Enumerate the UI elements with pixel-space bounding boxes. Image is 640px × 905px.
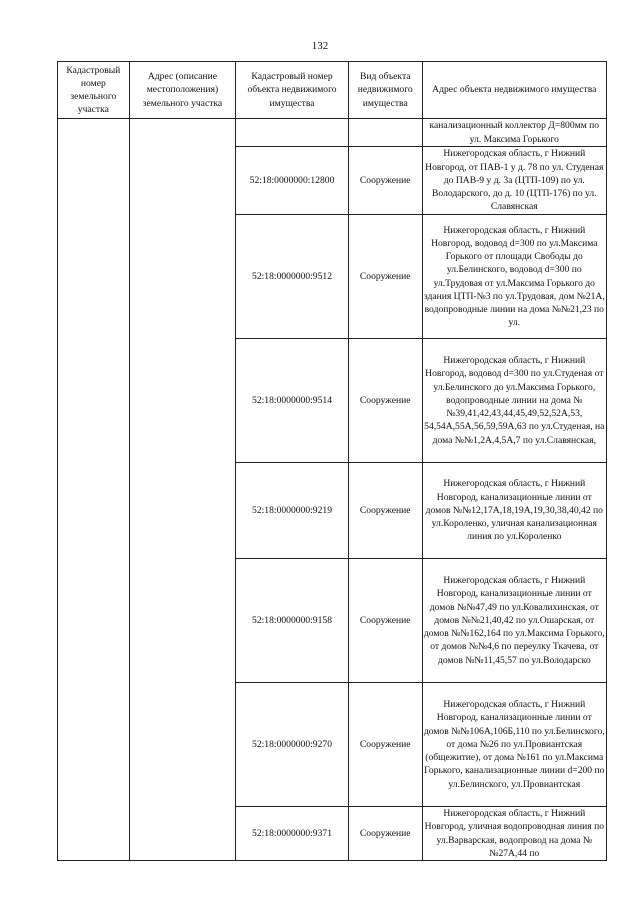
object-kind: Сооружение <box>348 463 422 559</box>
object-kind: Сооружение <box>348 807 422 861</box>
object-cadastral-number: 52:18:0000000:9270 <box>236 683 349 807</box>
land-cadastral-number-cell <box>58 119 130 861</box>
object-address: Нижегородская область, г Нижний Новгород, водовод d=300 по ул.Студеная от ул.Белинского до ул.Максима Горького, водопроводные линии на дома №№39,41,42,43,44,45,49,52,52А,53, 54,54А,55А,56,59,59А,63 по ул.Студеная, на дома №№1,2А,4,5А,7 по ул.Славянская, <box>422 339 606 463</box>
header-object-kind: Вид объекта недвижимого имущества <box>348 62 422 119</box>
header-land-address: Адрес (описание местоположения) земельного участка <box>129 62 236 119</box>
object-kind: Сооружение <box>348 215 422 339</box>
header-object-cadastral-number: Кадастровый номер объекта недвижимого имущества <box>236 62 349 119</box>
object-address: Нижегородская область, г Нижний Новгород, от ПАВ-1 у д. 78 по ул. Студеная до ПАВ-9 у д. 3а (ЦТП-109) по ул. Володарского, до д. 10 (ЦТП-176) по ул. Славянская <box>422 147 606 215</box>
table-header-row <box>58 62 607 119</box>
object-address: канализационный коллектор Д=800мм по ул. Максима Горького <box>422 119 606 147</box>
object-kind: Сооружение <box>348 559 422 683</box>
object-kind: Сооружение <box>348 147 422 215</box>
header-land-cadastral-number: Кадастровый номер земельного участка <box>58 62 130 119</box>
table-row <box>58 119 607 147</box>
object-cadastral-number: 52:18:0000000:9219 <box>236 463 349 559</box>
land-address-cell <box>129 119 236 861</box>
object-address: Нижегородская область, г Нижний Новгород, уличная водопроводная линия по ул.Варварская, водопровод на дома №№27А,44 по <box>422 807 606 861</box>
object-cadastral-number: 52:18:0000000:9514 <box>236 339 349 463</box>
object-kind <box>348 119 422 147</box>
object-cadastral-number: 52:18:0000000:9158 <box>236 559 349 683</box>
object-kind: Сооружение <box>348 683 422 807</box>
page-number: 132 <box>311 40 329 52</box>
object-cadastral-number: 52:18:0000000:12800 <box>236 147 349 215</box>
object-address: Нижегородская область, г Нижний Новгород, канализационные линии от домов №№106А,106Б,110 по ул.Белинского, от дома №26 по ул.Провиантская (общежитие), от дома №161 по ул.Максима Горького, канализационные линии d=200 по ул.Белинского, ул.Провиантская <box>422 683 606 807</box>
object-cadastral-number: 52:18:0000000:9512 <box>236 215 349 339</box>
object-cadastral-number: 52:18:0000000:9371 <box>236 807 349 861</box>
object-cadastral-number <box>236 119 349 147</box>
object-address: Нижегородская область, г Нижний Новгород, водовод d=300 по ул.Максима Горького от площади Свободы до ул.Белинского, водовод d=300 по ул.Трудовая от ул.Максима Горького до здания ЦТП-№3 по ул.Трудовая, дом №21А, водопроводные линии на дома №№21,23 по ул. <box>422 215 606 339</box>
object-address: Нижегородская область, г Нижний Новгород, канализационные линии от домов №№47,49 по ул.Ковалихинская, от домов №№21,40,42 по ул.Ошарская, от домов №№162,164 по ул.Максима Горького, от домов №№4,6 по переулку Ткачева, от домов №№11,45,57 по ул.Володарско <box>422 559 606 683</box>
cadastral-table <box>57 61 607 861</box>
object-kind: Сооружение <box>348 339 422 463</box>
object-address: Нижегородская область, г Нижний Новгород, канализационные линии от домов №№12,17А,18,19А,19,30,38,40,42 по ул.Короленко, уличная канализационная линия по ул.Короленко <box>422 463 606 559</box>
header-object-address: Адрес объекта недвижимого имущества <box>422 62 606 119</box>
